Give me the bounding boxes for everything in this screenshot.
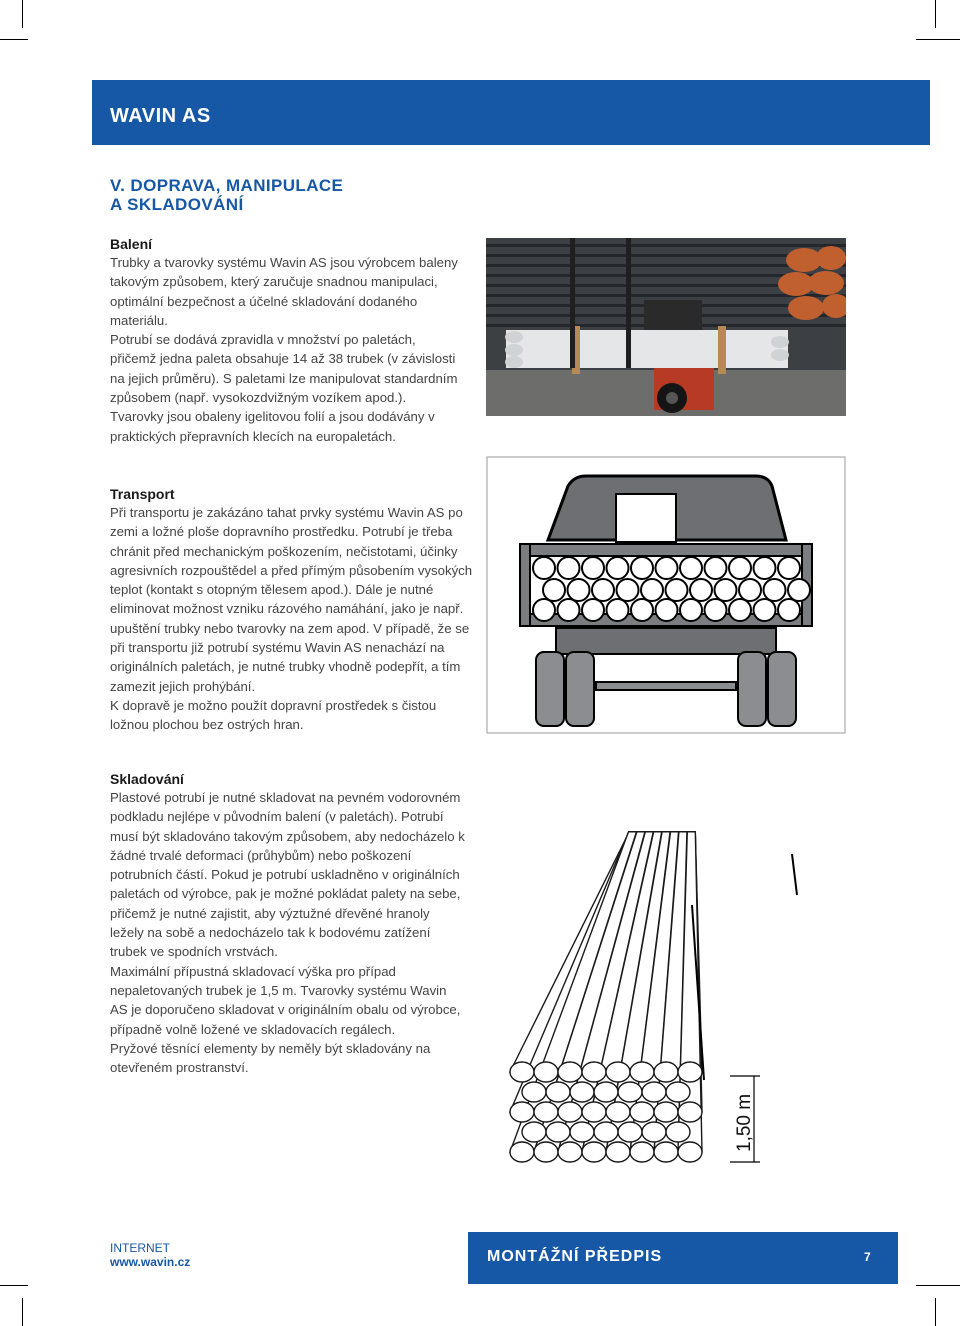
tube-end-icon — [594, 1122, 618, 1142]
tube-end-icon — [642, 1082, 666, 1102]
crop-mark — [22, 1298, 23, 1326]
pipe-end-icon — [715, 579, 737, 601]
crop-mark — [935, 1298, 936, 1326]
pipe-end-icon — [754, 557, 776, 579]
pipe-end-icon — [778, 557, 800, 579]
skladovani-section — [110, 771, 466, 1077]
skladovani-heading: Skladování — [110, 771, 184, 787]
tube-end-icon — [558, 1102, 582, 1122]
tube-end-icon — [606, 1102, 630, 1122]
footer-internet-label: INTERNET — [110, 1241, 170, 1255]
tube-end-icon — [582, 1062, 606, 1082]
tube-end-icon — [654, 1102, 678, 1122]
tube-end-icon — [654, 1062, 678, 1082]
pipe-end-icon — [582, 557, 604, 579]
crop-mark — [0, 39, 28, 40]
pipe-end-icon — [778, 599, 800, 621]
pipe-end-icon — [739, 579, 761, 601]
pipe-end-icon — [705, 599, 727, 621]
header-bar — [92, 80, 930, 145]
pipe-end-icon — [666, 579, 688, 601]
tube-end-icon — [666, 1082, 690, 1102]
tube-end-icon — [582, 1142, 606, 1162]
tube-end-icon — [522, 1122, 546, 1142]
skladovani-paragraph: Pryžové těsnící elementy by neměly být skladovány na otevřeném prostranství. — [110, 1040, 431, 1076]
transport-paragraph: K dopravě je možno použít dopravní prostředek s čistou ložnou plochou bez ostrých hran. — [110, 697, 437, 733]
pipe-end-icon — [533, 599, 555, 621]
section-title-line1: V. DOPRAVA, MANIPULACE — [110, 176, 344, 195]
crop-mark — [916, 1285, 960, 1286]
tube-end-icon — [654, 1142, 678, 1162]
cab-window-icon — [616, 494, 676, 542]
skladovani-paragraph: Plastové potrubí je nutné skladovat na pevném vodorovném podkladu nejlépe v původním balení (v paletách). Potrubí musí být skladováno takovým způsobem, aby nedocházelo k žádné trvalé deformaci (průhybům) nebo poškození potrubních částí. Pokud je potrubí uskladněno v originálních paletách od výrobce, pak je možné pokládat palety na sebe, přičemž je nutné zajistit, aby výztužné dřevěné hranoly ležely na sobě a nedocházelo tak k bodovému zatížení trubek ve spodních vrstvách. — [110, 790, 465, 960]
tube-end-icon — [546, 1082, 570, 1102]
tube-end-icon — [558, 1062, 582, 1082]
crop-mark — [916, 39, 960, 40]
pipe-end-icon — [543, 579, 565, 601]
transport-section — [110, 486, 476, 735]
pipe-end-icon — [582, 599, 604, 621]
pipe-end-icon — [680, 599, 702, 621]
baleni-heading: Balení — [110, 236, 153, 252]
section-title — [110, 176, 343, 214]
tube-end-icon — [594, 1082, 618, 1102]
section-title-line2: A SKLADOVÁNÍ — [110, 195, 244, 214]
tube-end-icon — [618, 1082, 642, 1102]
tube-end-icon — [510, 1062, 534, 1082]
pipe-end-icon — [729, 599, 751, 621]
pipe-end-icon — [558, 599, 580, 621]
pipe-end-icon — [533, 557, 555, 579]
truck-illustration — [486, 456, 846, 734]
transport-paragraph: Při transportu je zakázáno tahat prvky systému Wavin AS po zemi a ložné ploše dopravního prostředku. Potrubí je třeba chránit před mechanickým poškozením, nečistotami, účinky agresivních rozpouštědel a před přímým působením vysokých teplot (kontakt s otopným tělesem apod.). Dále je nutné eliminovat možnost vzniku rázového namáhání, jako je např. upuštění trubky nebo tvarovky na zem apod. V případě, že se při transportu již potrubí systému Wavin AS nenachází na originálních paletách, je nutné trubky vhodně podepřít, a tím zamezit jejich prohýbání. — [110, 505, 473, 694]
pipe-end-icon — [680, 557, 702, 579]
tube-end-icon — [546, 1122, 570, 1142]
tube-end-icon — [678, 1062, 702, 1082]
tube-end-icon — [642, 1122, 666, 1142]
pipe-end-icon — [607, 599, 629, 621]
tube-end-icon — [678, 1142, 702, 1162]
skladovani-paragraph: Maximální přípustná skladovací výška pro případ nepaletovaných trubek je 1,5 m. Tvarovky systému Wavin AS je doporučeno skladovat v originálním obalu od výrobce, případně volně ložené ve skladovacích regálech. — [110, 963, 461, 1037]
transport-heading: Transport — [110, 486, 175, 502]
pipe-end-icon — [568, 579, 590, 601]
crop-mark — [0, 1285, 28, 1286]
tube-end-icon — [606, 1142, 630, 1162]
page-number: 7 — [864, 1250, 871, 1264]
header-title: WAVIN AS — [110, 105, 211, 127]
crop-mark — [935, 0, 936, 28]
baleni-section — [110, 236, 462, 446]
tube-end-icon — [630, 1102, 654, 1122]
tube-end-icon — [522, 1082, 546, 1102]
tube-end-icon — [510, 1102, 534, 1122]
pipe-end-icon — [729, 557, 751, 579]
footer-url-link[interactable]: www.wavin.cz — [110, 1255, 191, 1269]
footer-title: MONTÁŽNÍ PŘEDPIS — [487, 1248, 663, 1265]
pipe-end-icon — [617, 579, 639, 601]
tube-end-icon — [582, 1102, 606, 1122]
pipe-end-icon — [592, 579, 614, 601]
forklift-photo — [486, 238, 846, 416]
pipe-end-icon — [754, 599, 776, 621]
pipe-end-icon — [631, 557, 653, 579]
pipe-end-icon — [690, 579, 712, 601]
pipe-end-icon — [631, 599, 653, 621]
pipe-end-icon — [788, 579, 810, 601]
tube-end-icon — [570, 1082, 594, 1102]
pipe-end-icon — [656, 599, 678, 621]
pipe-end-icon — [641, 579, 663, 601]
baleni-paragraph: Potrubí se dodává zpravidla v množství po paletách, přičemž jedna paleta obsahuje 14 až 38 trubek (v závislosti na jejich průměru). S paletami lze manipulovat standardním způsobem (např. vysokozdvižným vozíkem apod.). — [110, 332, 458, 406]
tube-end-icon — [678, 1102, 702, 1122]
tube-end-icon — [510, 1142, 534, 1162]
tube-end-icon — [630, 1142, 654, 1162]
height-dimension-label: 1,50 m — [734, 1093, 755, 1152]
pipe-end-icon — [764, 579, 786, 601]
crop-mark — [22, 0, 23, 28]
pipe-stack-illustration — [492, 780, 822, 1180]
tube-end-icon — [666, 1122, 690, 1142]
pipe-end-icon — [558, 557, 580, 579]
tube-end-icon — [534, 1142, 558, 1162]
pipe-end-icon — [705, 557, 727, 579]
tube-end-icon — [630, 1062, 654, 1082]
pipe-end-icon — [607, 557, 629, 579]
tube-end-icon — [606, 1062, 630, 1082]
baleni-paragraph: Trubky a tvarovky systému Wavin AS jsou výrobcem baleny takovým způsobem, který zaručuje snadnou manipulaci, optimální bezpečnost a účelné skladování dodaného materiálu. — [110, 255, 458, 328]
tube-end-icon — [534, 1062, 558, 1082]
tube-end-icon — [570, 1122, 594, 1142]
pipe-end-icon — [656, 557, 678, 579]
tube-end-icon — [534, 1102, 558, 1122]
baleni-paragraph: Tvarovky jsou obaleny igelitovou folií a jsou dodávány v praktických přepravních klecích na europaletách. — [110, 409, 435, 444]
tube-end-icon — [618, 1122, 642, 1142]
tube-end-icon — [558, 1142, 582, 1162]
